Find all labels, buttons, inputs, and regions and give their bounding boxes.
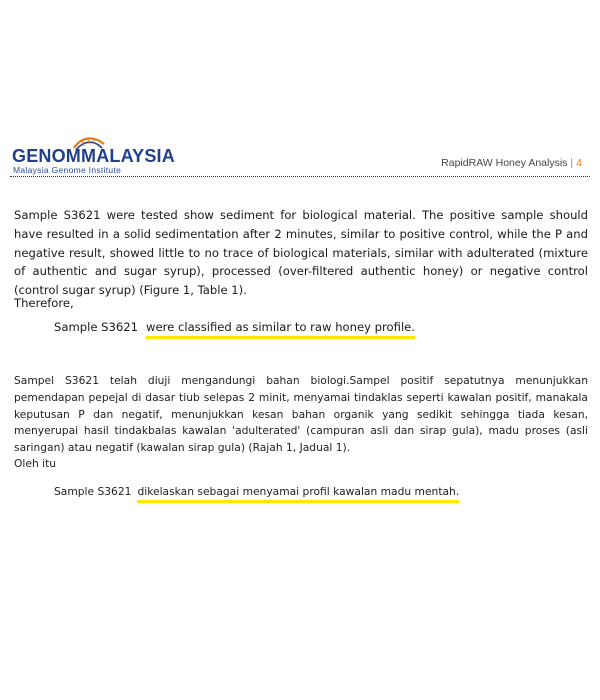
- genom-malaysia-logo: [12, 132, 182, 175]
- malay-conclusion-sample: Sample S3621: [54, 485, 132, 498]
- document-title: [441, 157, 582, 169]
- oleh-itu-label: Oleh itu: [14, 457, 57, 470]
- header-divider: [10, 176, 590, 177]
- english-paragraph: Sample S3621 were tested show sediment for biological material. The positive sample should have resulted in a solid sedimentation after 2 minutes, similar to positive control, while the P and negative result, showed little to no trace of biological materials, similar with adulterated (mixture of authentic and sugar syrup), processed (over-filtered authentic honey) or negative control (control sugar syrup) (Figure 1, Table 1).: [14, 208, 588, 298]
- english-conclusion-sample: Sample S3621: [54, 320, 139, 334]
- page-number: 4: [576, 157, 582, 169]
- title-separator: |: [570, 157, 574, 169]
- logo-wordmark: GENOMMALAYSIA: [12, 146, 175, 166]
- english-conclusion: [54, 320, 415, 339]
- english-conclusion-highlight: were classified as similar to raw honey profile.: [146, 320, 415, 339]
- page-header: [10, 130, 590, 176]
- malay-conclusion-highlight: dikelaskan sebagai menyamai profil kawalan madu mentah.: [137, 485, 459, 503]
- doc-title-text: RapidRAW Honey Analysis: [441, 157, 568, 169]
- therefore-label: Therefore,: [14, 296, 74, 310]
- malay-paragraph: Sampel S3621 telah diuji mengandungi bahan biologi.Sampel positif sepatutnya menunjukkan pemendapan pepejal di dasar tiub selepas 2 minit, menyamai tindaklas seperti kawalan positif, manakala keputusan P dan negatif, menunjukkan kesan bahan organik yang sedikit sehingga tiada kesan, menyerupai hasil tindakbalas kawalan 'adulterated' (campuran asli dan sirap gula), madu proses (asli saringan) atau negatif (kawalan sirap gula) (Rajah 1, Jadual 1).: [14, 374, 588, 455]
- malay-conclusion: [54, 485, 459, 503]
- logo-subtitle: Malaysia Genome Institute: [13, 165, 122, 175]
